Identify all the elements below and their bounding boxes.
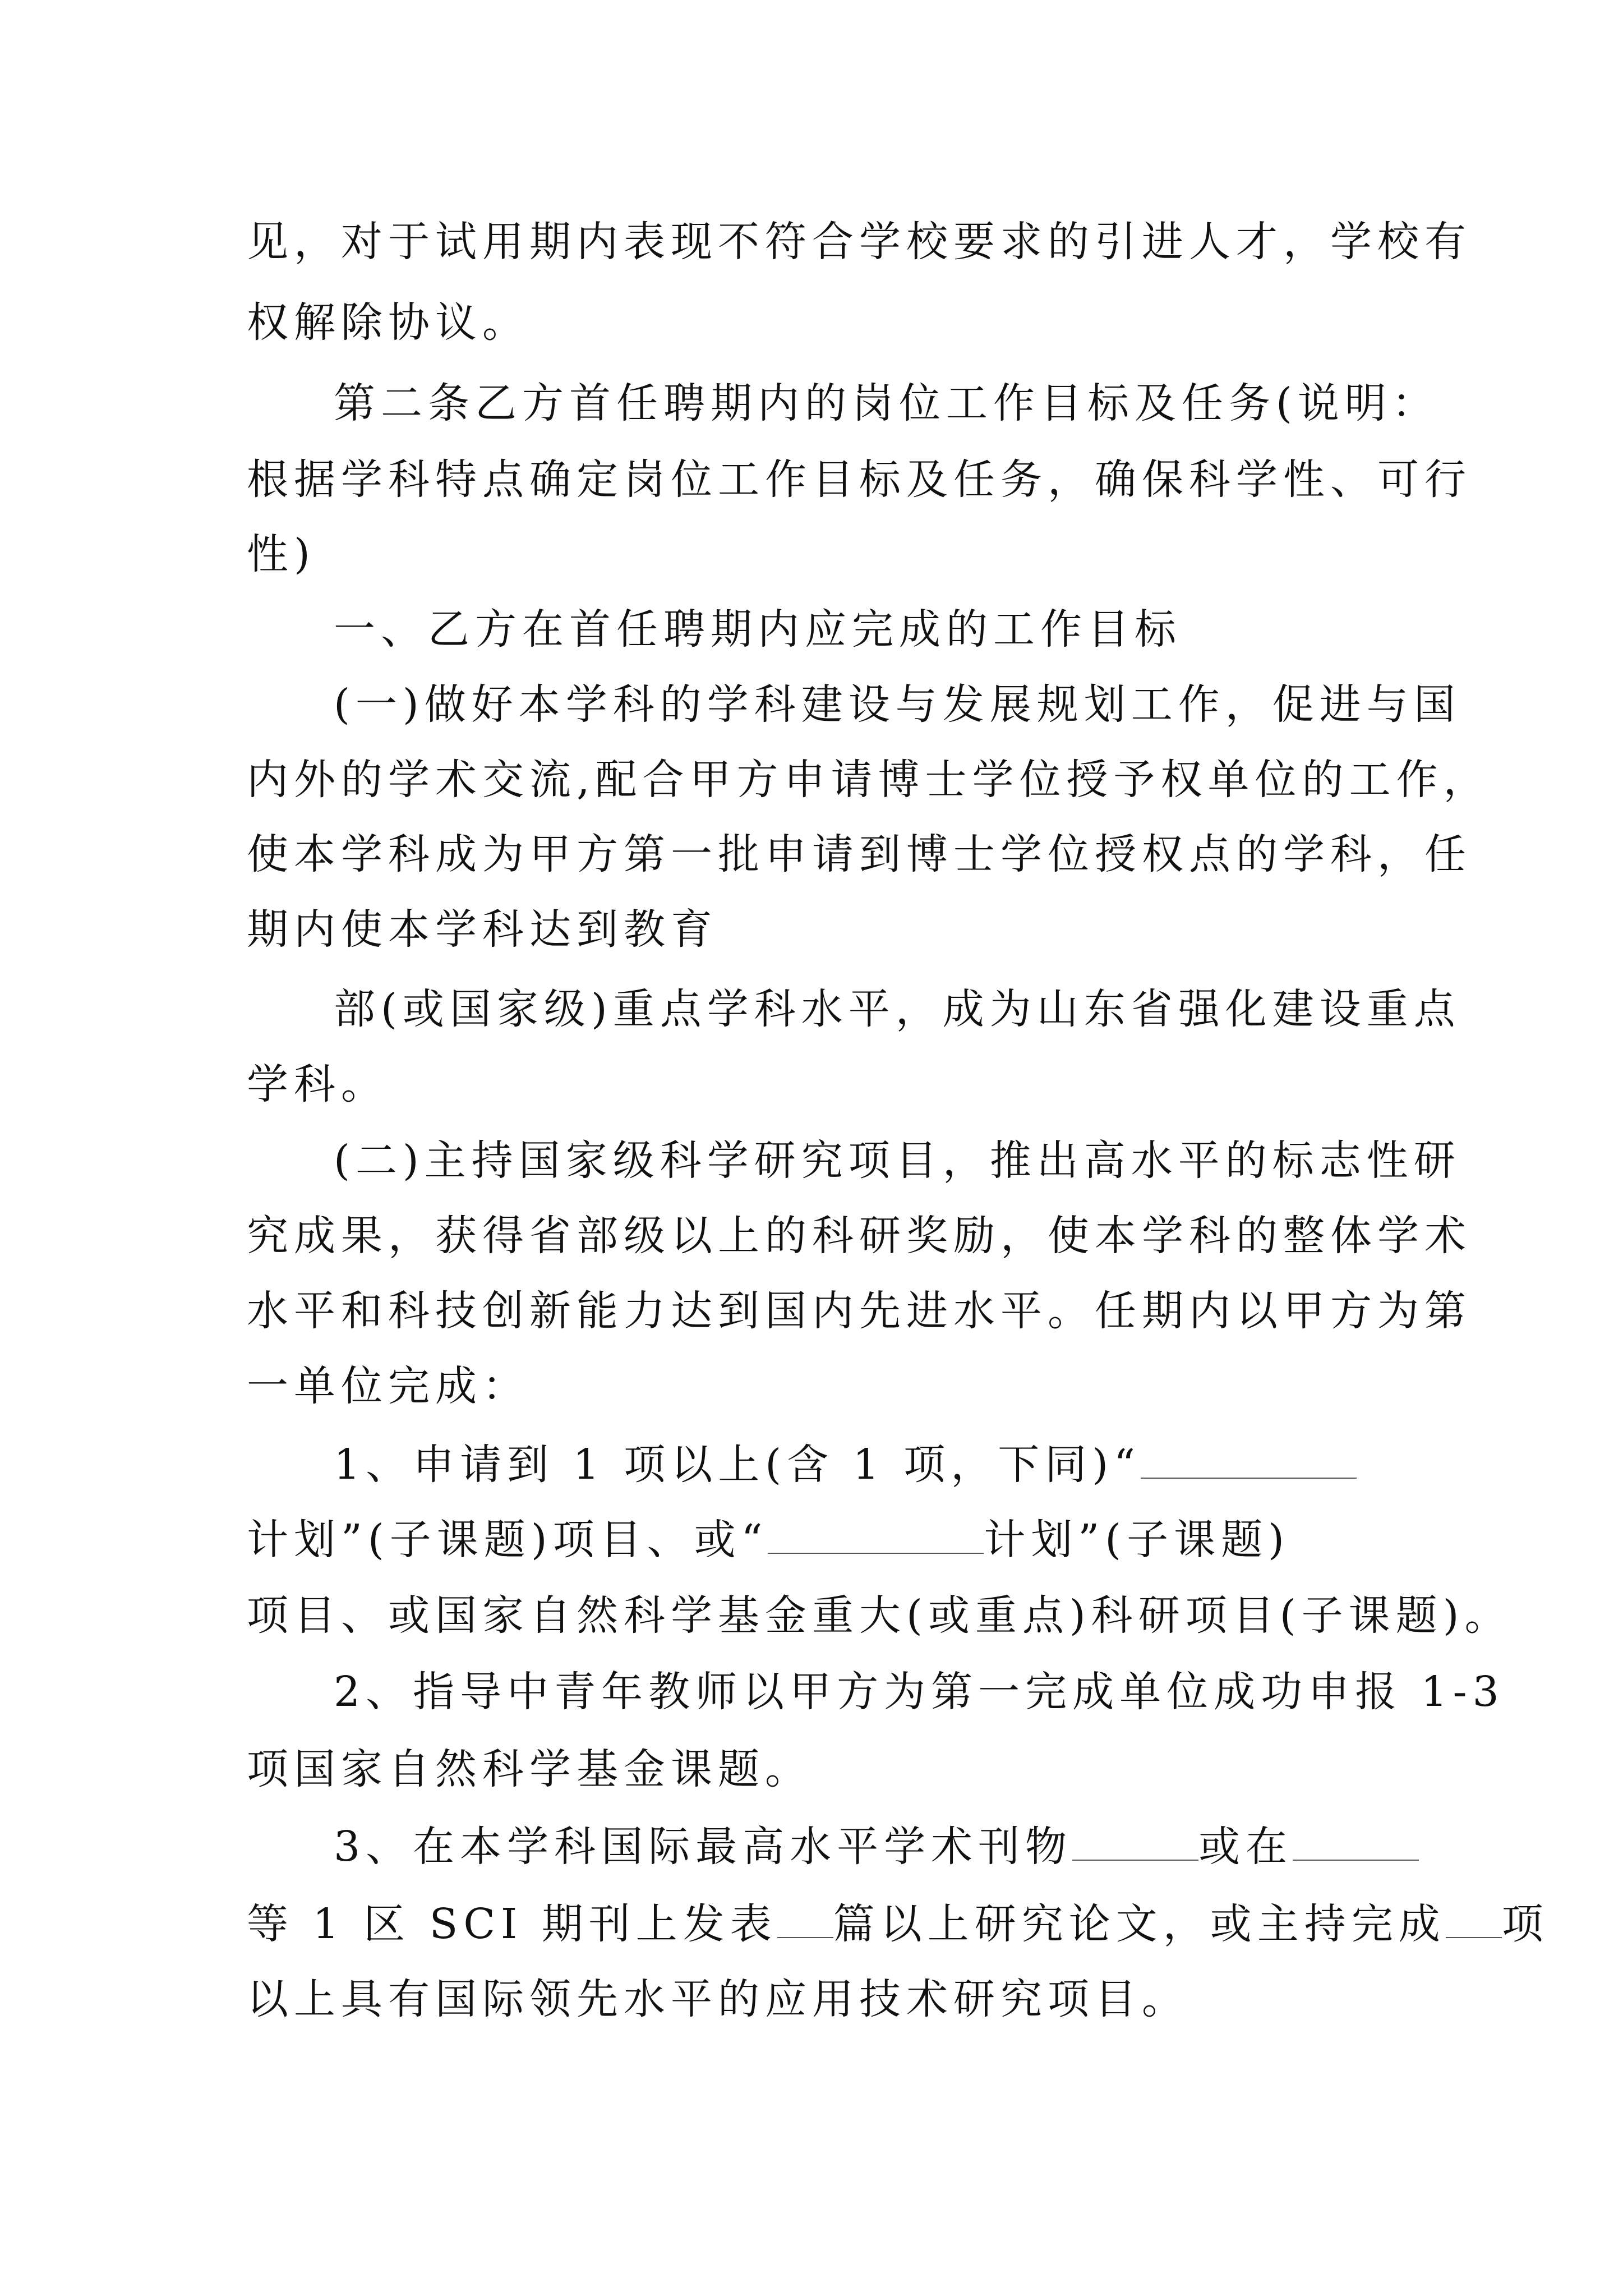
text-line: 究成果，获得省部级以上的科研奖励，使本学科的整体学术 xyxy=(247,1212,1472,1260)
text-line: 权解除协议。 xyxy=(247,298,529,347)
text-line: 项目、或国家自然科学基金重大(或重点)科研项目(子课题)。 xyxy=(247,1591,1512,1640)
blank-line xyxy=(1446,1903,1502,1938)
blank-line xyxy=(1072,1826,1198,1861)
text-line: 性) xyxy=(247,530,316,578)
text-segment: 计划”(子课题) xyxy=(984,1516,1290,1564)
text-line: 一单位完成： xyxy=(247,1362,529,1410)
text-line: 学科。 xyxy=(247,1060,388,1108)
text-segment: 篇以上研究论文，或主持完成 xyxy=(833,1900,1446,1948)
text-line xyxy=(247,1900,1549,1948)
text-segment: 等 1 区 SCI 期刊上发表 xyxy=(247,1900,777,1948)
text-line: 2、指导中青年教师以甲方为第一完成单位成功申报 1-3 xyxy=(334,1668,1505,1716)
text-line: 见，对于试用期内表现不符合学校要求的引进人才，学校有 xyxy=(247,218,1472,266)
text-line xyxy=(247,1516,1290,1564)
text-line xyxy=(334,1441,1357,1489)
text-segment: 或在 xyxy=(1198,1823,1293,1871)
text-segment: 3、在本学科国际最高水平学术刊物 xyxy=(334,1823,1073,1871)
text-segment: 计划”(子课题)项目、或“ xyxy=(247,1516,768,1564)
text-line: 期内使本学科达到教育 xyxy=(247,905,718,954)
text-line: 部(或国家级)重点学科水平，成为山东省强化建设重点 xyxy=(334,985,1461,1033)
text-line: (一)做好本学科的学科建设与发展规划工作，促进与国 xyxy=(334,680,1461,729)
text-line xyxy=(334,1823,1419,1871)
text-segment: 1、申请到 1 项以上(含 1 项，下同)“ xyxy=(334,1441,1141,1489)
blank-line xyxy=(768,1519,984,1554)
text-line: 第二条乙方首任聘期内的岗位工作目标及任务(说明： xyxy=(334,379,1439,427)
blank-line xyxy=(777,1903,833,1938)
blank-line xyxy=(1293,1826,1419,1861)
text-line: 使本学科成为甲方第一批申请到博士学位授权点的学科，任 xyxy=(247,830,1472,878)
text-line: 水平和科技创新能力达到国内先进水平。任期内以甲方为第 xyxy=(247,1287,1472,1335)
text-segment: 项 xyxy=(1501,1900,1549,1948)
text-line: 以上具有国际领先水平的应用技术研究项目。 xyxy=(247,1975,1189,2023)
text-line: 内外的学术交流,配合甲方申请博士学位授予权单位的工作， xyxy=(247,756,1491,804)
text-line: (二)主持国家级科学研究项目，推出高水平的标志性研 xyxy=(334,1137,1461,1185)
blank-line xyxy=(1141,1444,1357,1479)
text-line: 根据学科特点确定岗位工作目标及任务，确保科学性、可行 xyxy=(247,455,1472,504)
text-line: 项国家自然科学基金课题。 xyxy=(247,1745,812,1793)
section-heading: 一、乙方在首任聘期内应完成的工作目标 xyxy=(334,605,1182,654)
